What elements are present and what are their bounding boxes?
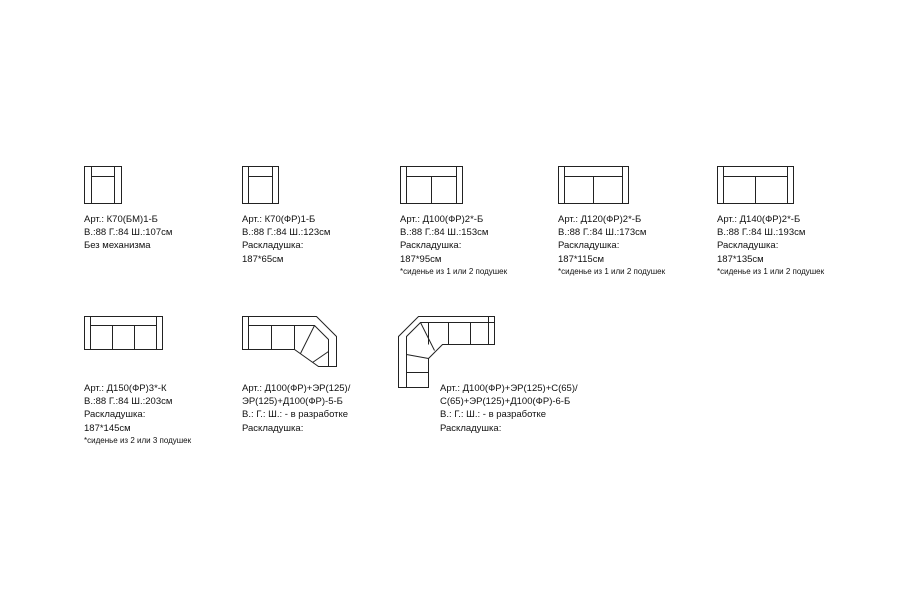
product-line: Без механизма xyxy=(84,240,151,252)
product-line: Раскладушка: xyxy=(84,409,146,421)
product-line: ЭР(125)+Д100(ФР)-5-Б xyxy=(242,396,343,408)
product-line: В.:88 Г.:84 Ш.:107см xyxy=(84,227,173,239)
product-line: В.:88 Г.:84 Ш.:203см xyxy=(84,396,173,408)
product-note: *сиденье из 2 или 3 подушек xyxy=(84,435,192,445)
armchair-icon xyxy=(242,166,282,206)
product-line: 187*115см xyxy=(558,253,604,265)
corner-sofa-icon xyxy=(398,316,496,388)
product-line: Арт.: Д120(ФР)2*-Б xyxy=(558,214,642,225)
product-line: 187*135см xyxy=(717,253,764,265)
product-line: Раскладушка: xyxy=(242,240,304,252)
product-line: Раскладушка: xyxy=(558,240,620,252)
product-line: В.:88 Г.:84 Ш.:123см xyxy=(242,227,331,239)
product-line: Арт.: К70(ФР)1-Б xyxy=(242,214,316,225)
product-line: В.:88 Г.:84 Ш.:193см xyxy=(717,227,806,239)
product-line: Арт.: Д100(ФР)+ЭР(125)/ xyxy=(242,383,351,394)
product-line: Раскладушка: xyxy=(717,240,779,252)
two-seat-sofa-icon xyxy=(717,166,795,206)
product-line: Раскладушка: xyxy=(242,422,304,434)
product-line: 187*95см xyxy=(400,253,442,265)
product-line: В.:88 Г.:84 Ш.:173см xyxy=(558,227,647,239)
corner-sofa-icon xyxy=(242,316,338,368)
three-seat-sofa-icon xyxy=(84,316,164,352)
product-line: 187*145см xyxy=(84,422,131,434)
product-line: Раскладушка: xyxy=(400,240,462,252)
product-line: Арт.: Д150(ФР)3*-К xyxy=(84,383,167,394)
product-note: *сиденье из 1 или 2 подушек xyxy=(558,266,666,276)
product-line: Арт.: К70(БМ)1-Б xyxy=(84,214,158,225)
armchair-icon xyxy=(84,166,124,206)
product-line: Раскладушка: xyxy=(440,422,502,434)
two-seat-sofa-icon xyxy=(558,166,630,206)
product-note: *сиденье из 1 или 2 подушек xyxy=(717,266,825,276)
product-line: Арт.: Д100(ФР)+ЭР(125)+С(65)/ xyxy=(440,383,578,394)
product-line: Арт.: Д140(ФР)2*-Б xyxy=(717,214,801,225)
product-line: С(65)+ЭР(125)+Д100(ФР)-6-Б xyxy=(440,396,571,408)
product-line: В.:88 Г.:84 Ш.:153см xyxy=(400,227,489,239)
product-line: В.: Г.: Ш.: - в разработке xyxy=(440,409,547,421)
product-note: *сиденье из 1 или 2 подушек xyxy=(400,266,508,276)
product-line: 187*65см xyxy=(242,253,284,265)
product-line: В.: Г.: Ш.: - в разработке xyxy=(242,409,349,421)
two-seat-sofa-icon xyxy=(400,166,464,206)
product-line: Арт.: Д100(ФР)2*-Б xyxy=(400,214,484,225)
